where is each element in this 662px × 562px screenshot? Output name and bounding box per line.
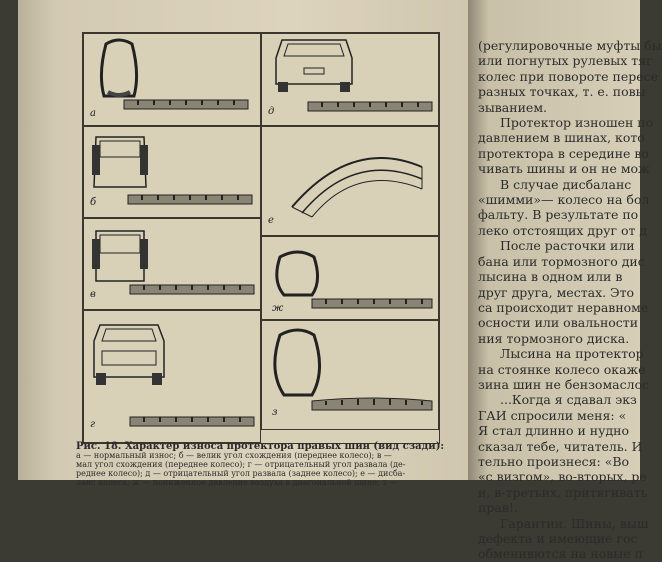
panel-z xyxy=(261,320,439,430)
text-line: чивать шины и он не мож xyxy=(478,161,650,177)
tread-profile xyxy=(130,283,254,295)
right-column-text xyxy=(478,38,662,562)
tire-wear-figure xyxy=(82,32,440,444)
panel-label: а xyxy=(90,108,96,119)
panel-zh xyxy=(261,236,439,320)
text-line: Лысина на протектор xyxy=(500,346,644,362)
panel-label: г xyxy=(90,419,96,430)
text-line: После расточки или xyxy=(500,238,635,254)
tread-profile xyxy=(312,297,432,309)
caption-line: реднее колесо); д — отрицательный угол развала (заднее колесо); е — дисба- xyxy=(76,469,406,478)
panel-v xyxy=(83,218,261,310)
text-line: дефекта и имеющие гос xyxy=(478,531,638,546)
text-line: Гарантии. Шины, выш xyxy=(500,515,649,531)
tire-section-illustration xyxy=(262,321,438,429)
text-line: или погнутых рулевых тяг xyxy=(478,53,653,69)
text-line: Протектор изношен по xyxy=(500,115,654,131)
text-line: бана или тормозного дис xyxy=(478,253,645,269)
text-line: ГАИ спросили меня: « xyxy=(478,407,627,423)
panel-e xyxy=(261,126,439,236)
panel-b xyxy=(83,126,261,218)
tread-profile xyxy=(124,98,248,110)
tire-section-illustration xyxy=(84,34,260,125)
text-line: прав!. xyxy=(478,500,518,516)
text-line: (регулировочные муфты бы xyxy=(478,38,662,53)
car-front-illustration xyxy=(84,219,260,309)
tread-profile xyxy=(312,397,432,409)
text-line: колес при повороте пересе xyxy=(478,68,659,84)
caption-line: мал угол схождения (переднее колесо); г — отрицательный угол развала (де- xyxy=(76,460,406,469)
text-line: друг друга, местах. Это xyxy=(478,284,635,300)
panel-d xyxy=(261,33,439,126)
caption-line: а — нормальный износ; б — велик угол схождения (переднее колесо); в — xyxy=(76,451,392,460)
text-line: зыванием. xyxy=(478,99,548,115)
text-line: осности или овальности xyxy=(478,315,639,331)
text-line: сказал тебе, читатель. И xyxy=(478,438,643,454)
caption-heading: Рис. 18. Характер износа протектора правых шин (вид сзади): xyxy=(76,441,445,452)
text-line: и, в-третьих, притягивать xyxy=(478,484,648,500)
text-line: на стоянке колесо окаже xyxy=(478,361,646,377)
figure-caption xyxy=(76,442,456,487)
text-line: зина шин не бензомаслос xyxy=(478,376,650,392)
text-line: фальту. В результате по xyxy=(478,207,639,223)
text-line: лысина в одном или в xyxy=(478,269,623,285)
panel-label: е xyxy=(268,215,274,226)
tread-profile xyxy=(130,415,254,427)
text-line: обменивются на новые п xyxy=(478,546,643,562)
text-line: ...Когда я сдавал экз xyxy=(500,392,637,408)
text-line: ния тормозного диска. xyxy=(478,330,630,346)
panel-label: б xyxy=(90,197,97,208)
text-line: В случае дисбаланс xyxy=(500,176,632,192)
text-line: Я стал длинно и нудно xyxy=(478,423,630,439)
panel-label: д xyxy=(268,106,275,117)
caption-line: ланс колеса; ж — пониженное давление воздуха в диагональной шине; з — xyxy=(76,478,398,487)
text-line: «с визгом», во-вторых, ре xyxy=(478,469,647,485)
tread-profile xyxy=(308,100,432,112)
text-line: разных точках, т. е. повы xyxy=(478,84,646,100)
panel-a xyxy=(83,33,261,126)
text-line: давлением в шинах, кото xyxy=(478,130,645,146)
panel-label: ж xyxy=(272,303,284,314)
panel-label: з xyxy=(272,407,278,418)
panel-label: в xyxy=(90,289,96,300)
tire-arc-illustration xyxy=(262,127,438,235)
tread-profile xyxy=(128,193,252,205)
text-line: леко отстоящих друг от д xyxy=(478,222,648,238)
panel-g xyxy=(83,310,261,443)
text-line: протектора в середине во xyxy=(478,145,649,161)
text-line: тельно произнеся: «Во xyxy=(478,453,630,469)
text-line: са происходит неравноме xyxy=(478,299,649,315)
text-line: «шимми»— колесо на бол xyxy=(478,192,650,208)
